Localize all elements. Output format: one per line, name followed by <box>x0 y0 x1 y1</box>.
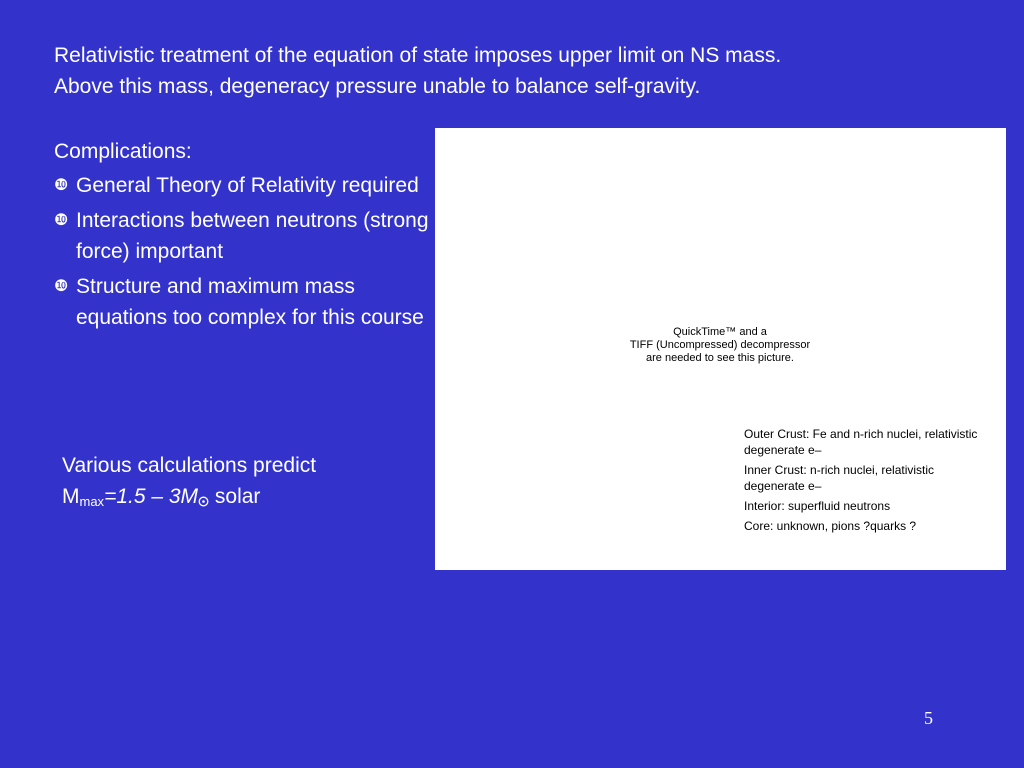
list-item <box>54 205 429 267</box>
layer-labels <box>744 426 994 538</box>
list-item-text: General Theory of Relativity required <box>76 174 419 197</box>
mass-unit: solar <box>214 485 261 508</box>
list-item-text: Interactions between neutrons (strong force) important <box>76 209 429 263</box>
layer-inner-crust: Inner Crust: n-rich nuclei, relativistic degenerate e– <box>744 463 935 493</box>
complications-list <box>54 136 429 337</box>
bullet-icon: ❿ <box>54 278 69 295</box>
slide-number: 5 <box>924 708 933 728</box>
intro-line-2: Above this mass, degeneracy pressure unable to balance self-gravity. <box>54 75 701 98</box>
placeholder-line-3: are needed to see this picture. <box>646 352 794 364</box>
layer-interior: Interior: superfluid neutrons <box>744 499 891 513</box>
layer-outer-crust: Outer Crust: Fe and n-rich nuclei, relativistic degenerate e– <box>744 427 978 457</box>
mass-prediction <box>62 450 422 512</box>
layer-core: Core: unknown, pions ?quarks ? <box>744 519 917 533</box>
mass-subscript: max <box>79 494 105 509</box>
list-item-text: Structure and maximum mass equations too complex for this course <box>76 275 424 329</box>
bullet-icon: ❿ <box>54 177 69 194</box>
list-item <box>54 271 429 333</box>
prediction-line-1: Various calculations predict <box>62 454 317 477</box>
prediction-line-2 <box>62 481 422 512</box>
placeholder-line-1: QuickTime™ and a <box>673 326 767 338</box>
intro-text <box>54 40 1014 102</box>
solar-mass-icon <box>198 496 209 507</box>
mass-range: =1.5 – 3M <box>104 485 199 508</box>
placeholder-line-2: TIFF (Uncompressed) decompressor <box>629 339 811 351</box>
complications-heading: Complications: <box>54 140 192 163</box>
mass-symbol: M <box>62 485 80 508</box>
intro-line-1: Relativistic treatment of the equation of state imposes upper limit on NS mass. <box>54 44 782 67</box>
bullet-icon: ❿ <box>54 212 69 229</box>
image-placeholder <box>570 326 870 365</box>
neutron-star-figure <box>435 128 1006 570</box>
list-item <box>54 170 429 201</box>
